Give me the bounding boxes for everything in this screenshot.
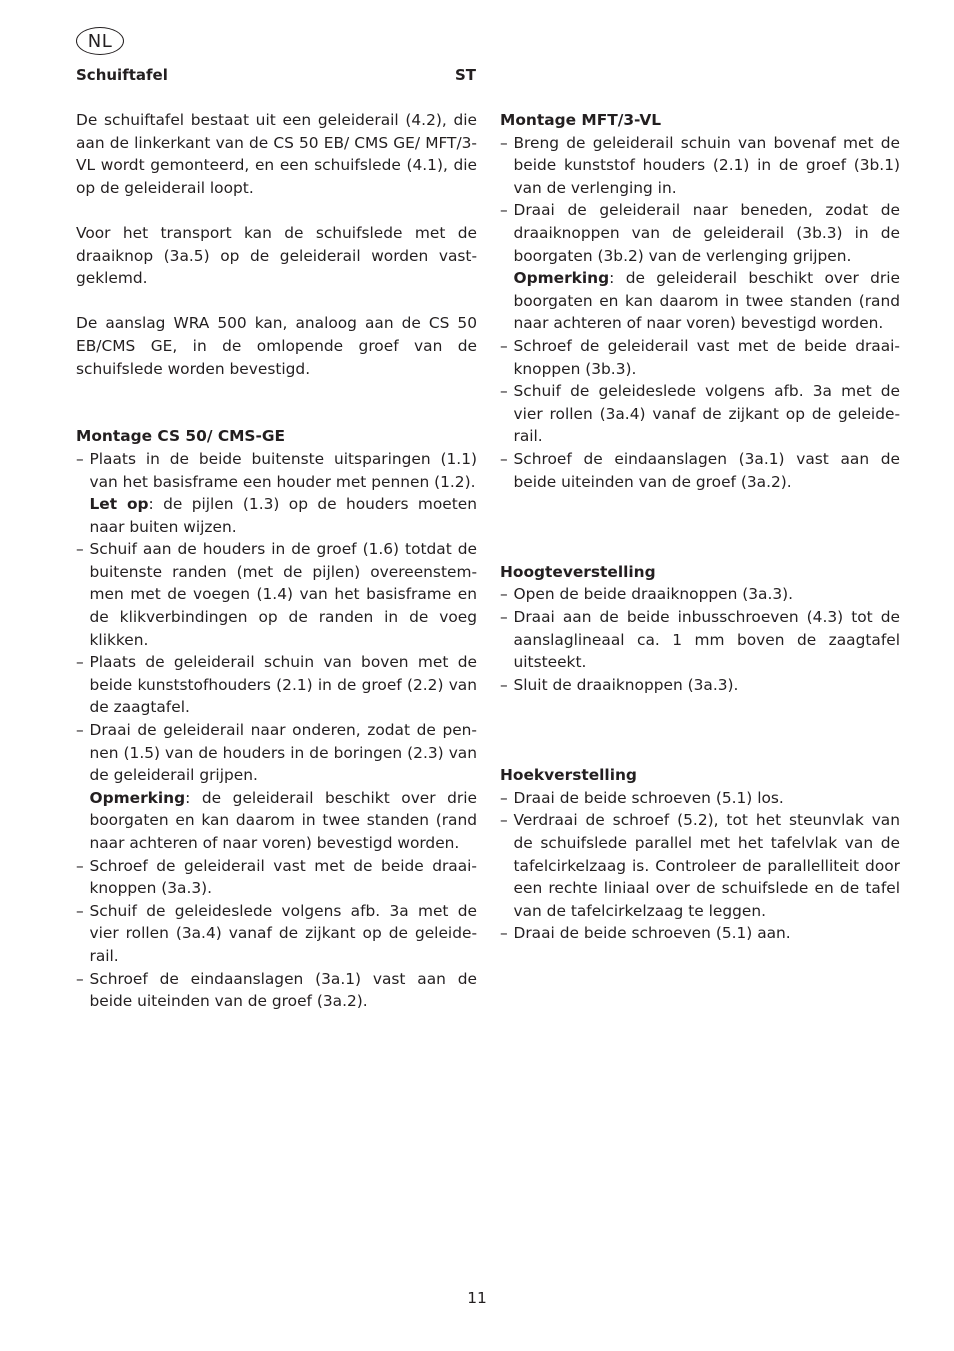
list-item: – Sluit de draaiknoppen (3a.3). <box>500 674 900 697</box>
montage-cs50-list-continued <box>76 538 477 787</box>
montage-cs50-heading: Montage CS 50/ CMS-GE <box>76 427 286 446</box>
list-item: – Open de beide draaiknoppen (3a.3). <box>500 583 900 606</box>
list-item: – Schroef de geleiderail vast met de beide draai-knoppen (3b.3). <box>500 335 900 380</box>
montage-cs50-list-end <box>76 855 477 1013</box>
list-item: – Plaats de geleiderail schuin van boven met de beide kunststofhouders (2.1) in de groef (2.2) van de zaagtafel. <box>76 651 477 719</box>
hoogteverstelling-heading: Hoogteverstelling <box>500 562 656 581</box>
list-item: – Draai de beide schroeven (5.1) los. <box>500 787 900 810</box>
list-item: – Draai de beide schroeven (5.1) aan. <box>500 922 900 945</box>
list-item: – Schuif de geleideslede volgens afb. 3a met de vier rollen (3a.4) vanaf de zijkant op de geleide-rail. <box>76 900 477 968</box>
montage-mft-heading: Montage MFT/3-VL <box>500 111 662 129</box>
note-opmerking <box>76 787 477 855</box>
list-item: – Draai de geleiderail naar onderen, zodat de pen-nen (1.5) van de houders in de boringen (2.3) van de geleiderail grijpen. <box>76 719 477 787</box>
right-column <box>500 109 900 945</box>
note-text: : de geleiderail beschikt over drie boorgaten en kan daarom in twee standen (rand naar achteren of naar voren) bevestigd worden. <box>513 269 900 333</box>
section-code: ST <box>454 66 476 84</box>
hoogteverstelling-list <box>500 583 900 696</box>
list-item: – Draai aan de beide inbusschroeven (4.3) tot de aanslaglineaal ca. 1 mm boven de zaagtafel uitsteekt. <box>500 606 900 674</box>
list-item: – Verdraai de schroef (5.2), tot het steunvlak van de schuifslede parallel met het tafelvlak van de tafelcirkelzaag is. Controleer de parallelliteit door een rechte liniaal over de schuifslede en de tafel van de tafelcirkelzaag te leggen. <box>500 809 900 922</box>
note-label: Opmerking <box>513 269 610 288</box>
list-item: – Breng de geleiderail schuin van bovenaf met de beide kunststof houders (2.1) in de groef (3b.1) van de verlenging in. <box>500 132 900 200</box>
page-number: 11 <box>467 1289 487 1307</box>
list-item: – Schroef de geleiderail vast met de beide draai-knoppen (3a.3). <box>76 855 477 900</box>
list-item: – Schroef de eindaanslagen (3a.1) vast aan de beide uiteinden van de groef (3a.2). <box>76 968 477 1013</box>
list-item: – Schuif de geleideslede volgens afb. 3a met de vier rollen (3a.4) vanaf de zijkant op de geleide-rail. <box>500 380 900 448</box>
intro-paragraph-1: De schuiftafel bestaat uit een geleiderail (4.2), die aan de linkerkant van de CS 50 EB/ CMS GE/ MFT/3-VL wordt gemonteerd, en een schuifslede (4.1), die op de geleiderail loopt. <box>76 111 477 197</box>
montage-mft-list-end <box>500 335 900 493</box>
left-column <box>76 109 477 1013</box>
language-badge: NL <box>76 27 124 55</box>
list-item: – Schuif aan de houders in de groef (1.6) totdat de buitenste randen (met de pijlen) overeenstem-men met de voegen (1.4) van het basisframe en de klikverbindingen op de randen in de voeg klikken. <box>76 538 477 651</box>
hoekverstelling-heading: Hoekverstelling <box>500 766 637 785</box>
section-title: Schuiftafel <box>76 66 168 84</box>
note-let-op <box>76 493 477 538</box>
note-label: Let op <box>89 495 149 514</box>
list-item: – Plaats in de beide buitenste uitsparingen (1.1) van het basisframe een houder met pennen (1.2). <box>76 448 477 493</box>
hoekverstelling-list <box>500 787 900 945</box>
montage-cs50-list <box>76 448 477 493</box>
intro-paragraph-3: De aanslag WRA 500 kan, analoog aan de CS 50 EB/CMS GE, in de omlopende groef van de schuifslede worden bevestigd. <box>76 314 477 378</box>
montage-mft-list <box>500 132 900 268</box>
intro-paragraph-2: Voor het transport kan de schuifslede met de draaiknop (3a.5) op de geleiderail worden vast-geklemd. <box>76 223 477 288</box>
list-item: – Draai de geleiderail naar beneden, zodat de draaiknoppen van de geleiderail (3b.3) in de boorgaten (3b.2) van de verlenging grijpen. <box>500 199 900 267</box>
note-text: : de pijlen (1.3) op de houders moeten naar buiten wijzen. <box>89 495 477 536</box>
note-text: : de geleiderail beschikt over drie boorgaten en kan daarom in twee standen (rand naar achteren of naar voren) bevestigd worden. <box>89 788 477 852</box>
note-opmerking <box>500 267 900 335</box>
section-header <box>76 66 476 86</box>
note-label: Opmerking <box>89 788 186 807</box>
list-item: – Schroef de eindaanslagen (3a.1) vast aan de beide uiteinden van de groef (3a.2). <box>500 448 900 493</box>
